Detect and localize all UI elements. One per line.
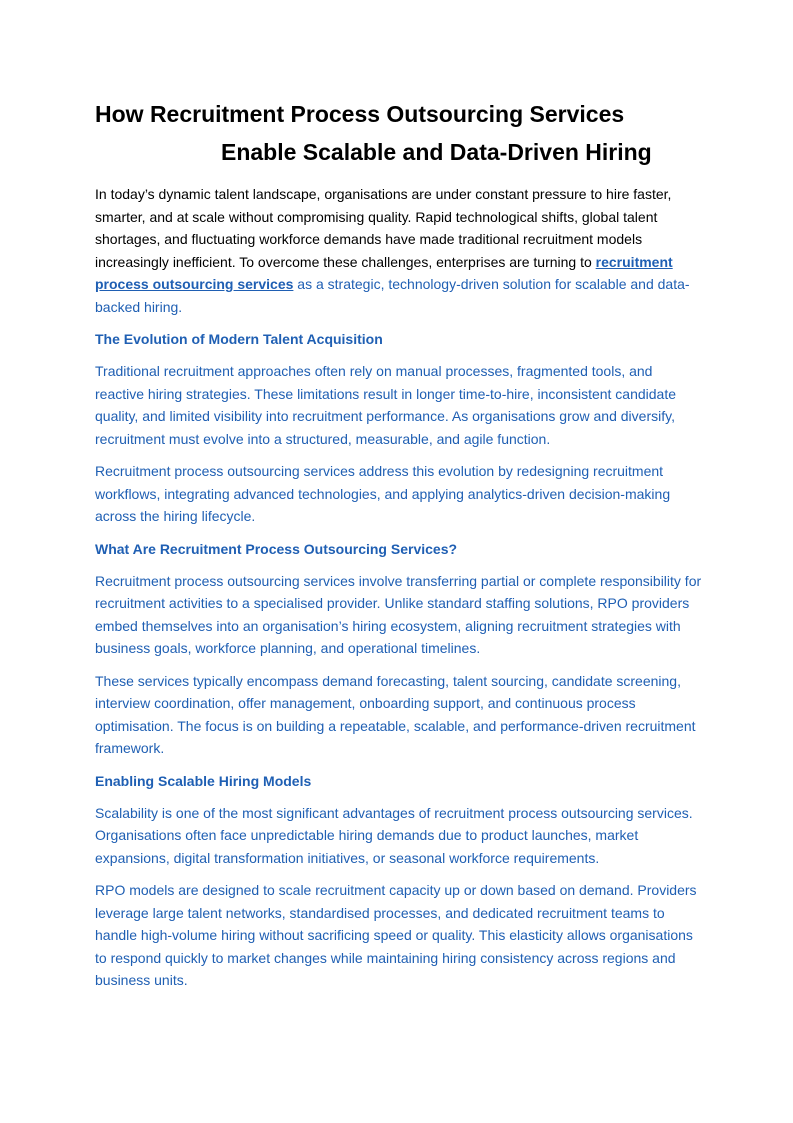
page-title bbox=[95, 95, 705, 171]
rpo-services-link[interactable]: recruitment process outsourcing services bbox=[95, 253, 673, 292]
title-line-1: How Recruitment Process Outsourcing Services bbox=[95, 101, 625, 127]
section-heading-scalable-models: Enabling Scalable Hiring Models bbox=[95, 772, 312, 789]
section-paragraph: RPO models are designed to scale recruitment capacity up or down based on demand. Providers leverage large talent networks, standardised processes, and dedicated recruitment teams to handle high-volume hiring without sacrificing speed or quality. This elasticity allows organisations to respond quickly to market changes while maintaining hiring consistency across regions and business units. bbox=[95, 882, 697, 988]
section-paragraph: These services typically encompass demand forecasting, talent sourcing, candidate screening, interview coordination, offer management, onboarding support, and continuous process optimisation. The focus is on building a repeatable, scalable, and performance-driven recruitment framework. bbox=[95, 672, 696, 756]
section-paragraph: Scalability is one of the most significant advantages of recruitment process outsourcing services. Organisations often face unpredictable hiring demands due to product launches, market expansions, digital transformation initiatives, or seasonal workforce requirements. bbox=[95, 804, 693, 866]
intro-text-after-link: as a strategic, technology-driven solution for scalable and data-backed hiring. bbox=[95, 276, 690, 315]
section-paragraph: Recruitment process outsourcing services involve transferring partial or complete responsibility for recruitment activities to a specialised provider. Unlike standard staffing solutions, RPO providers embed themselves into an organisation’s hiring ecosystem, aligning recruitment strategies with business goals, workforce planning, and operational timelines. bbox=[95, 572, 702, 656]
section-heading-evolution: The Evolution of Modern Talent Acquisition bbox=[95, 331, 383, 347]
title-line-2: Enable Scalable and Data-Driven Hiring bbox=[221, 139, 652, 165]
intro-text: In today’s dynamic talent landscape, organisations are under constant pressure to hire faster, smarter, and at scale without compromising quality. Rapid technological shifts, global talent shortages, and fluctuating workforce demands have made traditional recruitment models increasingly inefficient. To overcome these challenges, enterprises are turning to bbox=[95, 186, 672, 270]
section-paragraph: Recruitment process outsourcing services address this evolution by redesigning recruitment workflows, integrating advanced technologies, and applying analytics-driven decision-making across the hiring lifecycle. bbox=[95, 463, 671, 524]
intro-paragraph bbox=[95, 183, 705, 318]
section-paragraph: Traditional recruitment approaches often rely on manual processes, fragmented tools, and reactive hiring strategies. These limitations result in longer time-to-hire, inconsistent candidate quality, and limited visibility into recruitment performance. As organisations grow and diversify, recruitment must evolve into a structured, measurable, and agile function. bbox=[95, 363, 677, 447]
section-heading-what-are-rpo: What Are Recruitment Process Outsourcing Services? bbox=[95, 540, 458, 557]
document-page bbox=[95, 95, 705, 992]
